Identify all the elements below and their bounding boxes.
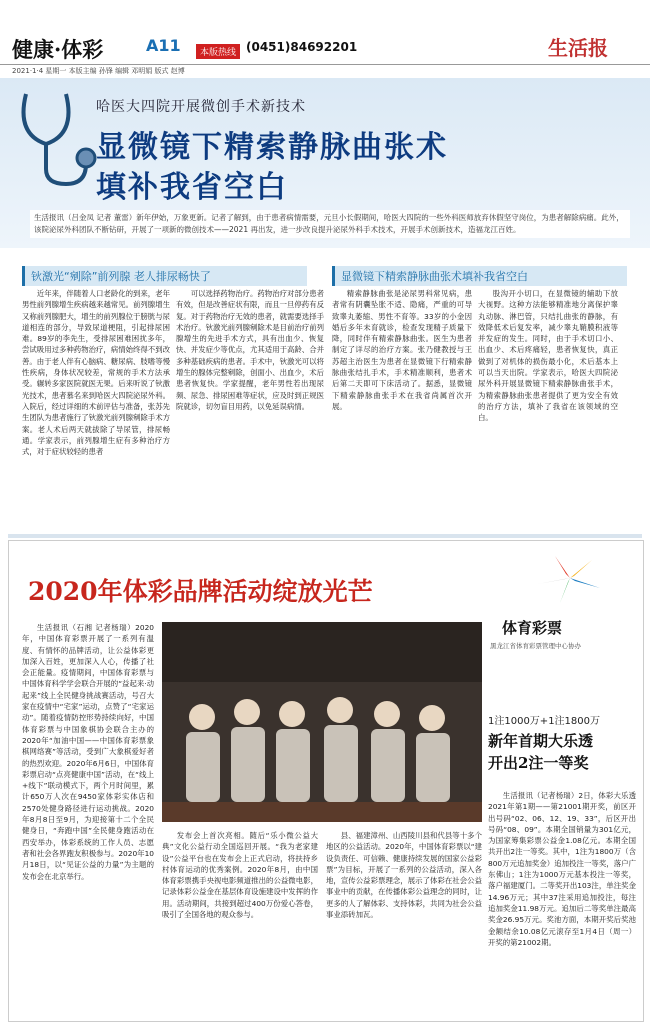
sports-lottery-logo-icon [520,548,620,608]
lottery-brand-sub: 黑龙江省体育彩票管理中心协办 [490,642,581,650]
article-headline-line2: 填补我省空白 [96,170,288,205]
lottery-column-3: 县、福建漳州、山西陵川县和代县等十多个地区的公益活动。2020年，中国体育彩票以“建设负责任、可信赖、健康持续发展的国家公益彩票”为目标，开展了一系列的公益活动，深入各地，宣传公益彩票理念，展示了体彩在社会公益事业中的贡献，在传播体彩公益理念的同时，让更多的人了解体彩、支持体彩，共同为社会公益事业添砖加瓦。 [326,831,482,920]
issue-meta: 2021·1·4 星期一 本版主编 孙锋 编辑 邓明娟 版式 赵博 [12,67,185,75]
lotto-article-body: 生活报讯（记者杨瑞）2日，体彩大乐透2021年第1期——第21001期开奖，前区开出号码“02、06、12、19、33”，后区开出号码“08、09”。本期全国销量为301亿元，为国家筹集彩票公益金1.08亿元。本期全国共开出2注一等奖。其中，1注为1800万（含800万元追加奖金）追加投注一等奖，落户广东佛山；1注为1000万元基本投注一等奖，落户福建厦门。二等奖开出103注，单注奖金14.96万元；其中37注采用追加投注，每注追加奖金11.98万元。追加后二等奖单注最高奖金26.95万元。奖池方面，本期开奖后奖池金额结余10.08亿元滚存至1月4日（周一）开奖的第21002期。 [488,791,636,947]
article-column-1: 近年来，伴随着人口老龄化的到来，老年男性前列腺增生疾病越来越常见。前列腺增生又称前列腺肥大，增生的前列腺位于膀胱与尿道相连的部分，导致尿道梗阻，引起排尿困难。89岁的李先生，受排尿困难困扰多年，尝试吸用过多种药物治疗，病情始终得不到改善。由于老人伴有心脑病、糖尿病、肢嗜等慢性疾病，身体状况较差，常规的手术方法承受。辗转多家医院就医无果。后来听说了钬激光技术，患者慕名来到哈医大四院泌尿外科。入院后，经过详细的术前评估与准备，张苏先生团队为患者施行了钬激光前列腺剜除手术方案。老人术后两天就拔除了导尿管，排尿畅通。学家表示，前列腺增生症有多种治疗方式，对于症状较轻的患者 [22,289,170,457]
subheading-laser: 钬激光“剜除”前列腺 老人排尿畅快了 [22,266,307,286]
newspaper-brand: 生活报 [548,36,608,60]
page-number: A11 [146,36,181,55]
lottery-column-1: 生活报讯（石湘 记者杨瑞）2020年，中国体育彩票开展了一系列有温度、有情怀的品牌活动，让公益体彩更加深入百姓，更加深入人心，传播了社会正能量。疫情期间，中国体育彩票与中国体育科学学会联合开展的“益起来·动起来”线上全民健身挑战赛活动，号召大家在疫情中“宅家”运动，点赞了“宅家运动”。随着疫情防控形势持续向好，中国体育彩票与中国象棋协会联合主办的2020年“加油中国——中国体育彩票象棋网络赛”等活动，受到广大象棋爱好者的热烈欢迎。2020年6月6日，中国体育彩票启动“点亮健康中国”活动，在“线上+线下”联动模式下，两个月时间里，累计650万人次在9450家体彩实体店和2570处健身路径进行运动挑战。2020年8月8日至9月，为迎接第十二个全民健身日，“奔跑中国”全民健身跑活动在西安举办，体彩系统的工作人员、志愿者和社会各界跑友积极参与。2020年10月18日，以“见证公益的力量”为主题的发布会在北京举行。 [22,623,154,881]
article-headline-line1: 显微镜下精索静脉曲张术 [96,130,448,165]
article-column-4: 股沟开小切口，在显微镜的辅助下放大视野。这种方法能够精准地分离保护睾丸动脉、淋巴管，只结扎曲张的静脉，有效降低术后复发率，减少睾丸鞘膜积液等并发症的发生。同时，由于手术切口小、出血少、术后疼痛轻，患者恢复快，真正做到了对机体的损伤最小化，术后基本上可以当天出院。学家表示，哈医大四院泌尿外科开展显微镜下精索静脉曲张手术，为精索静脉曲张患者提供了更为安全有效的治疗方法，填补了我省在该领域的空白。 [478,289,618,423]
stethoscope-icon [6,84,102,194]
lottery-column-2: 发布会上首次亮相。随后“乐小微公益大典”文化公益行动全国巡回开展。“我为老家建设”公益平台也在发布会上正式启动，将扶持乡村体育运动的优秀案例。2020年8月，由中国体育彩票携手央视电影频道推出的公益微电影，记录体彩公益金在基层体育设施建设中发挥的作用。活动期间，共接到超过400万份爱心答卷，吸引了全国各地的观众参与。 [162,831,318,920]
lotto-headline-line2: 开出2注一等奖 [488,754,589,772]
lotto-headline-line1: 新年首期大乐透 [488,732,594,750]
hotline-number: (0451)84692201 [246,40,358,54]
event-photo [162,622,482,822]
article-kicker: 哈医大四院开展微创手术新技术 [96,99,306,115]
lottery-brand-name: 体育彩票 [502,619,563,637]
subheading-microscope: 显微镜下精索静脉曲张术填补我省空白 [332,266,627,286]
lotto-kicker: 1注1000万+1注1800万 [488,716,601,727]
lottery-headline: 2020年体彩品牌活动绽放光芒 [28,577,373,606]
section-title: 健康·体彩 [12,37,104,62]
article-column-2: 可以选择药物治疗。药物治疗对部分患者有效，但是改善症状有限，而且一旦停药有反复。对于药物治疗无效的患者，就需要选择手术治疗。钬激光前列腺剜除术是目前治疗前列腺增生的先进手术方式，具有出血少、恢复快、并发症少等优点，尤其适用于高龄、合并多种基础疾病的患者。手术中，钬激光可以将增生的腺体完整剜除，创面小、出血少，术后患者恢复快。学家提醒，老年男性若出现尿频、尿急、排尿困难等症状，应及时到正规医院就诊，切勿盲目用药，以免延误病情。 [176,289,324,411]
hotline-label: 本版热线 [196,44,240,59]
article-column-3: 精索静脉曲张是泌尿男科常见病，患者常有阴囊坠胀不适、隐痛，严重的可导致睾丸萎缩、男性不育等。33岁的小金因婚后多年未育就诊，检查发现精子质量下降，同时伴有精索静脉曲张。医生为患者制定了详尽的治疗方案。张乃健教授与王苏超主治医生为患者在显微镜下行精索静脉曲张结扎手术，手术精准顺利，患者术后第二天即可下床活动了。据悉，显微镜下精索静脉曲张手术在我省尚属首次开展。 [332,289,472,411]
article-lead: 生活报讯（吕金凤 记者 董雷）新年伊始，万象更新。记者了解到，由于患者病情需要，元旦小长假期间，哈医大四院的一些外科医师放弃休假坚守岗位，为患者解除病痛。此外，该院泌尿外科团队不断钻研，开展了一项新的微创技术——2021 再出发，进一步改良提升泌尿外科手术技术，开展手术创新技术，造福龙江百姓。 [30,210,630,238]
section-divider [8,534,642,538]
